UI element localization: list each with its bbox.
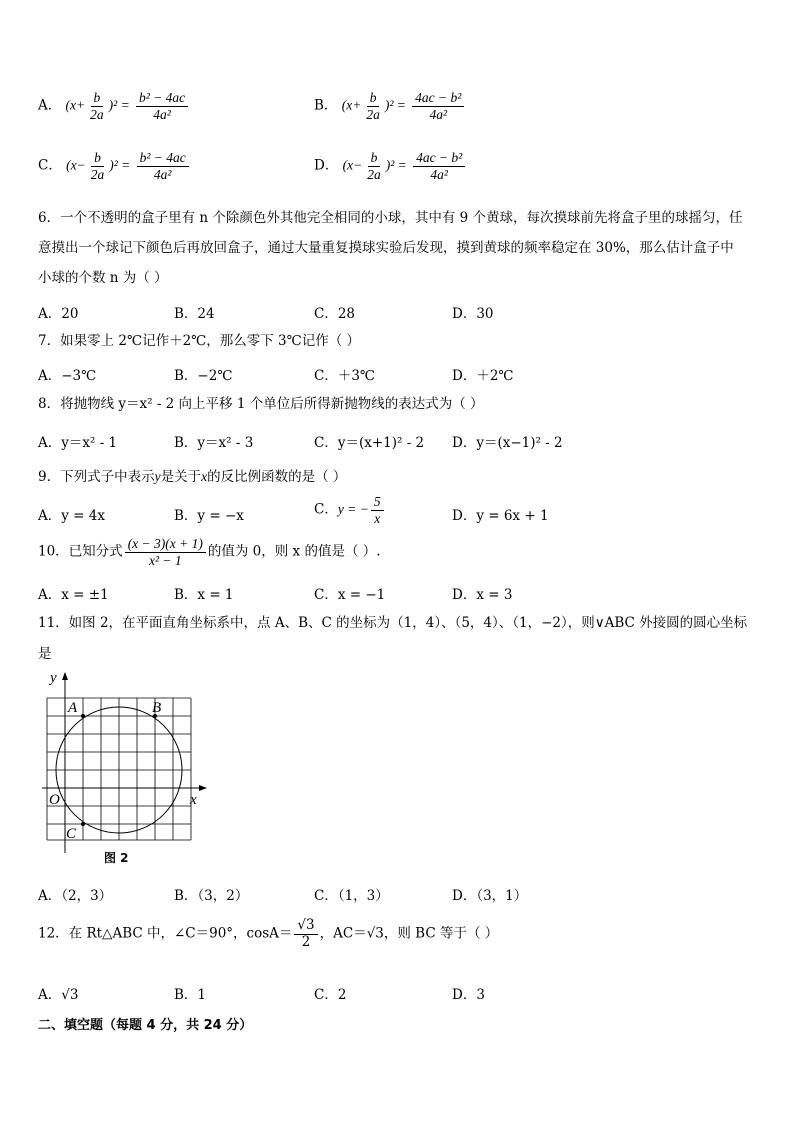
q8-option-a: A．y＝x² - 1 [38,435,118,451]
label-b: B [152,700,162,716]
q12-option-d: D．3 [452,987,485,1003]
fraction: $\frac{5}{x}$ [371,494,384,526]
q11-figure [38,668,218,868]
label-c: C [66,826,77,842]
x-axis-arrow-icon [199,785,207,791]
q11-option-b: B．（3，2） [174,888,249,904]
q6-option-b: B．24 [174,306,215,322]
q6-line-2: 意摸出一个球记下颜色后再放回盒子，通过大量重复摸球实验后发现，摸到黄球的频率稳定在 30%，那么估计盒子中 [38,240,734,256]
fraction: $\frac{b}{2a}$ [367,150,381,182]
q10-option-c: C．x = −1 [314,587,386,603]
q7-option-b: B．−2℃ [174,368,233,384]
label-y: y [50,670,57,686]
q8-option-b: B．y＝x² - 3 [174,435,254,451]
q7-option-c: C．＋3℃ [314,368,376,384]
q10-option-b: B．x = 1 [174,587,234,603]
q7-option-d: D．＋2℃ [452,368,514,384]
q6-option-a: A．20 [38,306,79,322]
q9-stem: 9．下列式子中表示y是关于x的反比例函数的是（ ） [38,469,347,485]
q8-option-c: C．y＝(x+1)² - 2 [314,435,425,451]
q12-option-b: B．1 [174,987,207,1003]
q12-stem: 12．在 Rt△ABC 中，∠C＝90°，cosA＝ $\frac{√3}{2}$ ，AC＝√3，则 BC 等于（ ） [38,917,499,950]
q9-option-c: C．y = − $\frac{5}{x}$ [314,494,386,526]
fraction: $\frac{(x - 3)(x + 1)}{\text{x² − 1}}$ [125,536,206,568]
y-axis-arrow-icon [62,672,68,680]
q9-option-b: B．y = −x [174,508,244,524]
fraction: $\frac{b}{2a}$ [90,150,105,182]
q9-option-a: A．y = 4x [38,508,105,524]
q7-option-a: A．−3℃ [38,368,97,384]
label-x: x [190,792,197,808]
q11-line-1: 11．如图 2，在平面直角坐标系中，点 A、B、C 的坐标为（1，4）、（5，4）、（1，−2），则∨ABC 外接圆的圆心坐标 [38,615,748,631]
fraction: $\frac{√3}{2}$ [294,918,317,950]
fraction: $\frac{\text{b² − 4ac}}{\text{4a²}}$ [136,90,188,122]
q5-option-a: A． (x+ $\frac{b}{2a}$ )² = $\frac{\text{b² − 4ac}}{\text{4a²}}$ [38,90,190,122]
q12-option-c: C．2 [314,987,347,1003]
q11-line-2: 是 [38,646,52,662]
point-c [81,822,85,826]
q6-line-3: 小球的个数 n 为（ ） [38,270,168,286]
fraction: $\frac{\text{b² − 4ac}}{\text{4a²}}$ [137,150,189,182]
q10-option-a: A．x = ±1 [38,587,109,603]
point-a [81,714,85,718]
q5-option-c: C． (x− $\frac{b}{2a}$ )² = $\frac{\text{b² − 4ac}}{\text{4a²}}$ [38,150,191,182]
q5-option-d: D． (x− $\frac{b}{2a}$ )² = $\frac{\text{4ac − b²}}{\text{4a²}}$ [314,150,467,182]
grid [47,698,191,840]
q7-stem: 7．如果零上 2℃记作＋2℃，那么零下 3℃记作（ ） [38,333,361,349]
q10-stem: 10．已知分式 $\frac{(x - 3)(x + 1)}{\text{x² − 1}}$ 的值为 0，则 x 的值是（ ）. [38,536,381,568]
q5-option-b: B． (x+ $\frac{b}{2a}$ )² = $\frac{\text{4ac − b²}}{\text{4a²}}$ [314,90,466,122]
fraction: $\frac{b}{2a}$ [366,90,380,122]
fraction: $\frac{b}{2a}$ [90,90,104,122]
q8-stem: 8．将抛物线 y＝x² - 2 向上平移 1 个单位后所得新抛物线的表达式为（ ） [38,396,484,412]
q11-option-a: A．（2，3） [38,888,113,904]
q12-option-a: A．√3 [38,987,79,1003]
fraction: $\frac{\text{4ac − b²}}{\text{4a²}}$ [412,90,464,122]
q6-option-c: C．28 [314,306,356,322]
q9-option-d: D．y = 6x + 1 [452,508,549,524]
section-heading: 二、填空题（每题 4 分，共 24 分） [38,1018,253,1033]
q6-option-d: D．30 [452,306,494,322]
q6-line-1: 6．一个不透明的盒子里有 n 个除颜色外其他完全相同的小球，其中有 9 个黄球，每次摸球前先将盒子里的球摇匀，任 [38,210,743,226]
label-a: A [68,700,78,716]
q11-option-d: D．（3，1） [452,888,528,904]
q8-option-d: D．y＝(x−1)² - 2 [452,435,563,451]
label-o: O [49,792,60,808]
figure-caption: 图 2 [104,851,129,865]
q11-option-c: C．（1，3） [314,888,389,904]
q10-option-d: D．x = 3 [452,587,513,603]
fraction: $\frac{\text{4ac − b²}}{\text{4a²}}$ [413,150,465,182]
